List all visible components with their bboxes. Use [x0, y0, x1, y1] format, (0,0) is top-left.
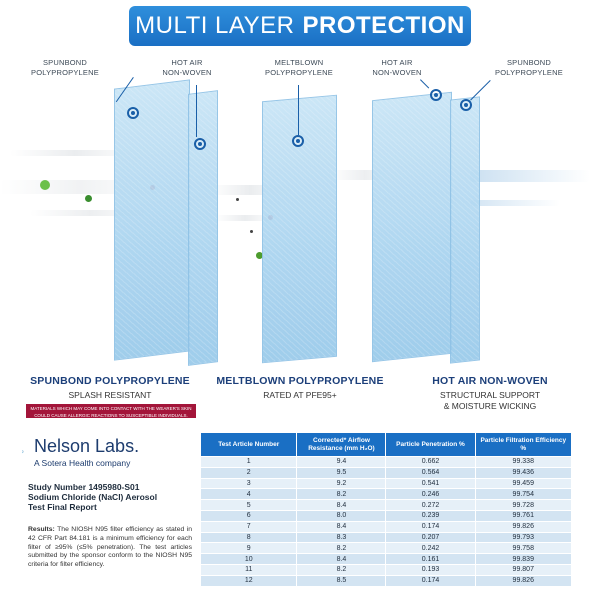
callout-spunbond-left: SPUNBOND POLYPROPYLENE [31, 58, 99, 77]
table-cell: 8.5 [297, 575, 386, 586]
allergy-warning: MATERIALS WHICH MAY COME INTO CONTACT WITH THE WEARER'S SKIN COULD CAUSE ALLERGIC REACTIONS TO SUSCEPTIBLE INDIVIDUALS. [26, 404, 196, 418]
table-row [201, 575, 572, 586]
callout-marker [460, 99, 472, 111]
layer-sub-meltblown: RATED AT PFE95+ [263, 390, 337, 400]
table-cell: 99.761 [475, 510, 571, 521]
table-row [201, 510, 572, 521]
table-cell: 8.2 [297, 543, 386, 554]
hotair-layer-right [372, 92, 452, 362]
table-cell: 99.436 [475, 467, 571, 478]
table-cell: 0.662 [386, 457, 475, 468]
banner-title-bold: PROTECTION [302, 12, 465, 39]
callout-marker [292, 135, 304, 147]
table-cell: 0.193 [386, 564, 475, 575]
table-row [201, 521, 572, 532]
table-cell: 99.839 [475, 554, 571, 565]
table-cell: 0.541 [386, 478, 475, 489]
table-row [201, 489, 572, 500]
table-cell: 9.2 [297, 478, 386, 489]
table-cell: 12 [201, 575, 297, 586]
table-cell: 8.0 [297, 510, 386, 521]
callout-marker [430, 89, 442, 101]
table-cell: 0.239 [386, 510, 475, 521]
table-cell: 8.2 [297, 564, 386, 575]
header-penetration: Particle Penetration % [386, 433, 475, 457]
table-cell: 0.246 [386, 489, 475, 500]
callout-hotair-left: HOT AIR NON-WOVEN [162, 58, 212, 77]
table-row [201, 554, 572, 565]
table-cell: 99.826 [475, 521, 571, 532]
layer-sub-spunbond: SPLASH RESISTANT [68, 390, 152, 400]
header-test-article: Test Article Number [201, 433, 297, 457]
table-cell: 8.3 [297, 532, 386, 543]
table-cell: 8.4 [297, 500, 386, 511]
callout-marker [194, 138, 206, 150]
table-cell: 9.4 [297, 457, 386, 468]
callout-line [470, 80, 491, 101]
results-label: Results: [28, 526, 55, 533]
table-cell: 0.207 [386, 532, 475, 543]
table-cell: 9.5 [297, 467, 386, 478]
table-row [201, 467, 572, 478]
table-cell: 1 [201, 457, 297, 468]
layer-sub-hotair: STRUCTURAL SUPPORT [439, 390, 541, 400]
table-body [201, 457, 572, 587]
callout-meltblown: MELTBLOWN POLYPROPYLENE [265, 58, 333, 77]
table-cell: 5 [201, 500, 297, 511]
table-cell: 99.728 [475, 500, 571, 511]
callout-line [298, 85, 299, 135]
table-cell: 99.793 [475, 532, 571, 543]
layer-sub-hotair-2: & MOISTURE WICKING [443, 401, 537, 411]
table-row [201, 478, 572, 489]
table-cell: 3 [201, 478, 297, 489]
callout-line [196, 85, 197, 137]
table-cell: 99.459 [475, 478, 571, 489]
table-row [201, 457, 572, 468]
table-row [201, 500, 572, 511]
table-cell: 0.161 [386, 554, 475, 565]
banner [129, 6, 471, 46]
table-cell: 99.807 [475, 564, 571, 575]
table-cell: 8.4 [297, 554, 386, 565]
table-row [201, 543, 572, 554]
table-cell: 6 [201, 510, 297, 521]
study-info: Study Number 1495980-S01 Sodium Chloride (NaCl) Aerosol Test Final Report [28, 482, 158, 512]
results-table [200, 432, 572, 587]
callout-spunbond-right: SPUNBOND POLYPROPYLENE [495, 58, 563, 77]
table-cell: 99.754 [475, 489, 571, 500]
table-cell: 7 [201, 521, 297, 532]
layer-title-spunbond: SPUNBOND POLYPROPYLENE [30, 375, 190, 387]
callout-marker [127, 107, 139, 119]
header-efficiency: Particle Filtration Efficiency % [475, 433, 571, 457]
table-cell: 99.826 [475, 575, 571, 586]
table-cell: 99.758 [475, 543, 571, 554]
banner-title-light: MULTI LAYER [135, 12, 295, 39]
table-cell: 8.4 [297, 521, 386, 532]
layer-title-hotair: HOT AIR NON-WOVEN [432, 375, 548, 387]
results-body: The NIOSH N95 filter efficiency as stated in 42 CFR Part 84.181 is a minimum efficiency for each filter of ≥95% (≤5% penetration). The test articles submitted by the sponsor conform to the NIOSH N95 criteria for filter efficiency. [28, 526, 192, 569]
table-cell: 9 [201, 543, 297, 554]
table-cell: 0.564 [386, 467, 475, 478]
table-cell: 11 [201, 564, 297, 575]
results-text [28, 526, 192, 570]
brand-name: Nelson Labs. [34, 436, 140, 456]
table-cell: 8.2 [297, 489, 386, 500]
table-cell: 10 [201, 554, 297, 565]
table-row [201, 532, 572, 543]
table-header-row [201, 433, 572, 457]
table-cell: 4 [201, 489, 297, 500]
table-cell: 2 [201, 467, 297, 478]
table-row [201, 564, 572, 575]
table-cell: 0.272 [386, 500, 475, 511]
table-cell: 8 [201, 532, 297, 543]
brand-tagline: A Sotera Health company [34, 458, 131, 468]
spunbond-layer-left [114, 79, 190, 360]
header-airflow-resistance: Corrected* Airflow Resistance (mm H₂O) [297, 433, 386, 457]
table-cell: 99.338 [475, 457, 571, 468]
table-cell: 0.174 [386, 521, 475, 532]
callout-hotair-right: HOT AIR NON-WOVEN [372, 58, 422, 77]
table-cell: 0.242 [386, 543, 475, 554]
table-cell: 0.174 [386, 575, 475, 586]
callout-line [420, 79, 429, 88]
layer-title-meltblown: MELTBLOWN POLYPROPYLENE [216, 375, 384, 387]
spunbond-layer-right [450, 96, 480, 363]
hotair-layer-left [188, 90, 218, 366]
